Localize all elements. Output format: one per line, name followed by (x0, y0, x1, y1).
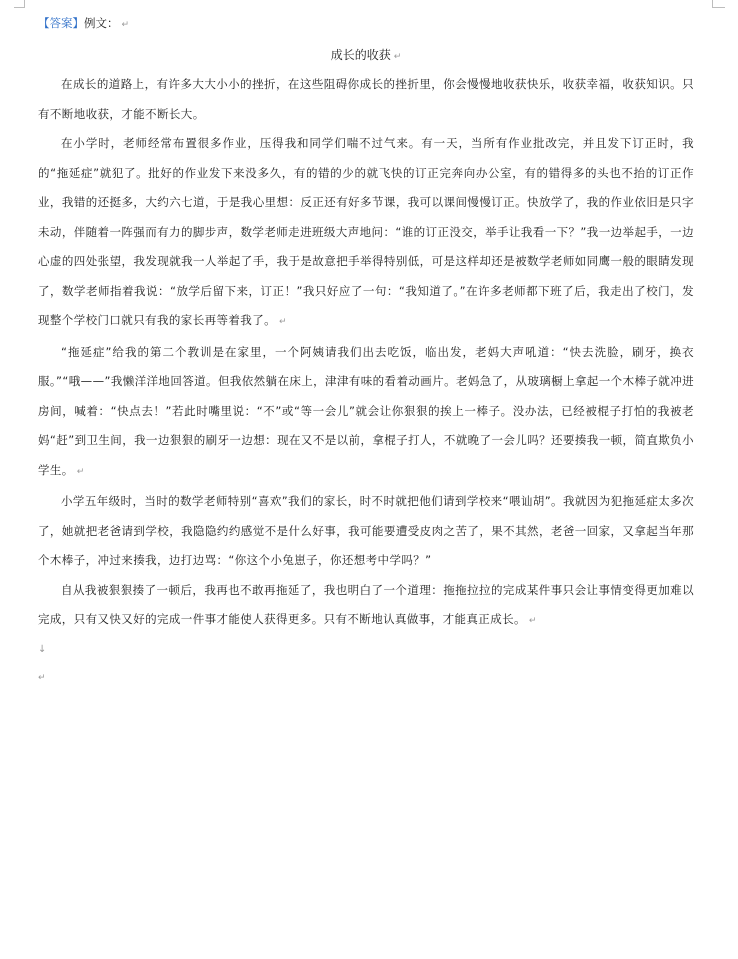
answer-tag: 【答案】 (38, 16, 84, 30)
essay-paragraph-5 (38, 576, 694, 637)
essay-title-text: 成长的收获 (330, 48, 391, 62)
answer-heading (38, 12, 694, 34)
line-break-mark: ↓ (38, 643, 47, 655)
page-corner-mark-left (14, 0, 25, 8)
paragraph-mark: ↵ (279, 317, 287, 327)
end-paragraph-mark: ↵ (38, 672, 46, 683)
paragraph-mark: ↵ (528, 616, 537, 626)
paragraph-text: 小学五年级时，当时的数学老师特别“喜欢”我们的家长，时不时就把他们请到学校来“喂讪胡”。我就因为犯拖延症太多次了，她就把老爸请到学校，我隐隐约约感觉不是什么好事，我可能要遭受皮肉之苦了，果不其然，老爸一回家，又拿起当年那个木棒子，冲过来揍我，边打边骂：“你这个小兔崽子，你还想考中学吗？” (38, 494, 694, 567)
paragraph-mark: ↵ (393, 52, 402, 62)
paragraph-text: “拖延症”给我的第二个教训是在家里，一个阿姨请我们出去吃饭，临出发，老妈大声吼道：“快去洗脸，刷牙，换衣服。”“哦——”我懒洋洋地回答道。但我依然躺在床上，津津有味的看着动画片。老妈急了，从玻璃橱上拿起一个木棒子就冲进房间，喊着：“快点去！”若此时嘴里说：“不”或“等一会儿”就会让你狠狠的挨上一棒子。没办法，已经被棍子打怕的我被老妈“赶”到卫生间，我一边狠狠的刷牙一边想：现在又不是以前，拿棍子打人，不就晚了一会儿吗？还要揍我一顿，简直欺负小学生。 (38, 344, 694, 477)
essay-title (38, 44, 694, 66)
paragraph-mark: ↵ (121, 20, 130, 30)
essay-paragraph-4 (38, 487, 694, 576)
essay-paragraph-1 (38, 70, 694, 129)
paragraph-text: 在成长的道路上，有许多大大小小的挫折，在这些阻碍你成长的挫折里，你会慢慢地收获快乐，收获幸福，收获知识。只有不断地收获，才能不断长大。 (38, 77, 694, 121)
paragraph-text: 在小学时，老师经常布置很多作业，压得我和同学们喘不过气来。有一天，当所有作业批改完，并且发下订正时，我的“拖延症”就犯了。批好的作业发下来没多久，有的错的少的就飞快的订正完奔向办公室，有的错得多的头也不抬的订正作业，我错的还挺多，大约六七道，于是我心里想：反正还有好多节课，我可以课间慢慢订正。快放学了，我的作业依旧是只字未动，伴随着一阵强而有力的脚步声，数学老师走进班级大声地问：“谁的订正没交，举手让我看一下？”我一边举起手，一边心虚的四处张望，我发现就我一人举起了手，我于是故意把手举得特别低，可是这样却还是被数学老师如同鹰一般的眼睛发现了，数学老师指着我说：“放学后留下来，订正！”我只好应了一句：“我知道了。”在许多老师都下班了后，我走出了校门，发现整个学校门口就只有我的家长再等着我了。 (38, 136, 694, 327)
paragraph-mark: ↵ (76, 466, 85, 477)
essay-paragraph-2 (38, 129, 694, 338)
paragraph-text: 自从我被狠狠揍了一顿后，我再也不敢再拖延了，我也明白了一个道理：拖拖拉拉的完成某件事只会让事情变得更加难以完成，只有又快又好的完成一件事才能使人获得更多。只有不断地认真做事，才能真正成长。 (38, 582, 694, 626)
page-corner-mark-right (712, 0, 725, 8)
document-body (38, 12, 694, 686)
answer-label: 例文： (84, 16, 119, 30)
essay-paragraph-3 (38, 338, 694, 488)
